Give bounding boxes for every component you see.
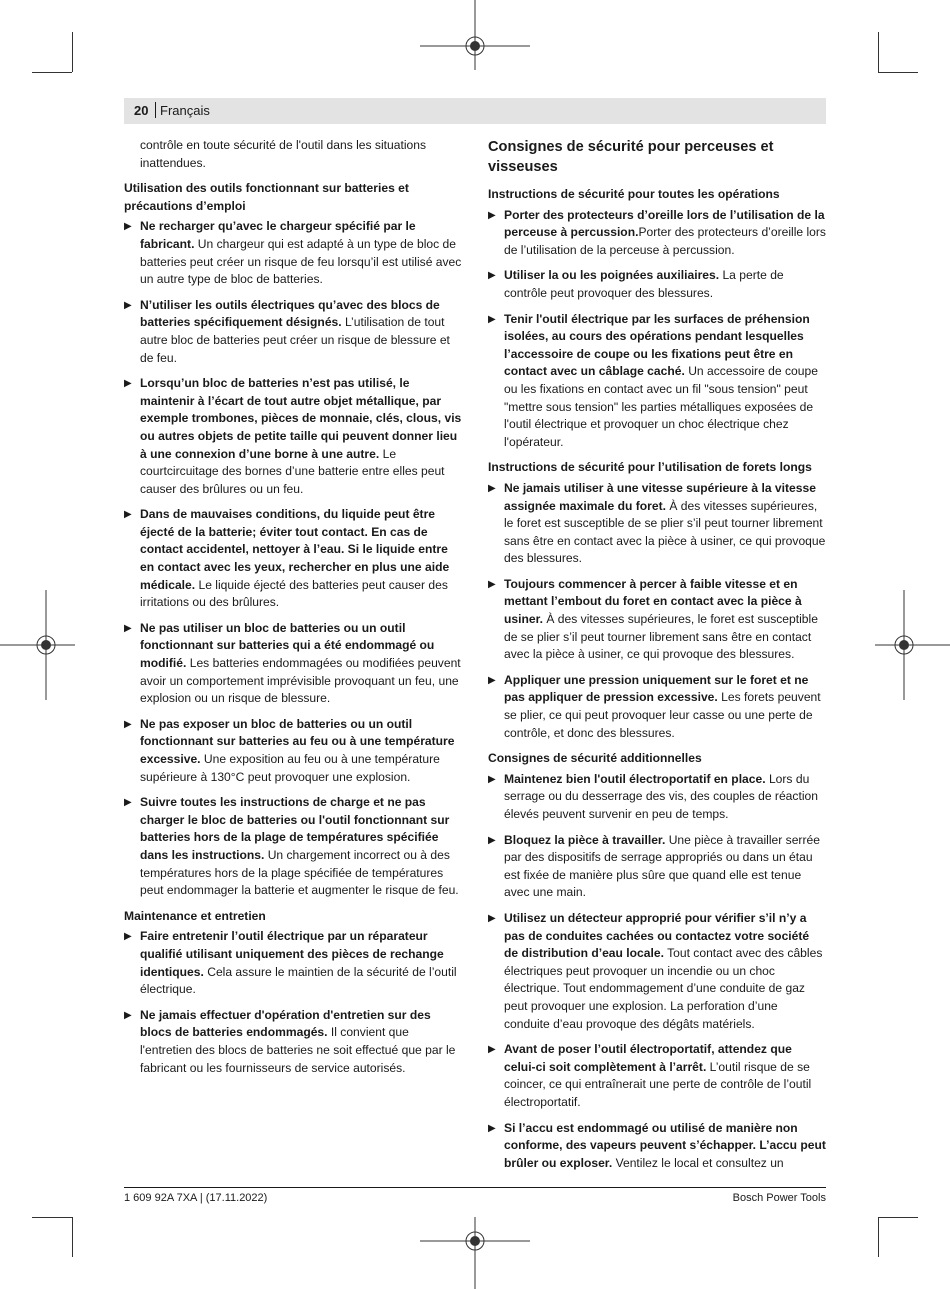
item-bold-text: Bloquez la pièce à travailler. bbox=[504, 832, 666, 847]
page-number: 20 bbox=[134, 103, 149, 118]
safety-list bbox=[488, 207, 826, 452]
bullet-arrow-icon: ▶ bbox=[488, 773, 496, 785]
item-bold-text: Avant de poser l’outil électroportatif, attendez que celui-ci soit complètement à l’arrêt. bbox=[504, 1042, 792, 1074]
bullet-arrow-icon: ▶ bbox=[488, 270, 496, 282]
crop-mark bbox=[878, 1217, 918, 1218]
item-bold-text: Ne pas exposer un bloc de batteries ou un outil fonctionnant sur batteries au feu ou à une température excessive. bbox=[140, 716, 455, 766]
safety-item bbox=[488, 832, 826, 902]
item-text: Les forets peuvent se plier, ce qui peut provoquer leur casse ou une perte de contrôle, et donc des blessures. bbox=[504, 690, 821, 740]
crop-mark bbox=[72, 1217, 73, 1257]
item-text: Tout contact avec des câbles électriques peut provoquer un incendie ou un choc électrique. Tout endommagement d’une conduite de gaz peut provoquer une explosion. La perforation d’une conduite d’eau provoque des dégâts matériels. bbox=[504, 946, 823, 1031]
bullet-arrow-icon: ▶ bbox=[124, 378, 132, 390]
safety-item bbox=[124, 716, 462, 786]
safety-item bbox=[124, 375, 462, 498]
safety-item bbox=[488, 771, 826, 824]
safety-item bbox=[488, 1120, 826, 1173]
bullet-arrow-icon: ▶ bbox=[124, 718, 132, 730]
item-text: Ventilez le local et consultez un bbox=[612, 1155, 784, 1170]
item-text: Le liquide éjecté des batteries peut causer des irritations ou des brûlures. bbox=[140, 577, 448, 610]
bullet-arrow-icon: ▶ bbox=[124, 622, 132, 634]
bullet-arrow-icon: ▶ bbox=[124, 221, 132, 233]
bullet-arrow-icon: ▶ bbox=[488, 1122, 496, 1134]
crop-mark bbox=[878, 72, 918, 73]
crop-mark bbox=[878, 1217, 879, 1257]
crop-mark bbox=[32, 1217, 72, 1218]
bullet-arrow-icon: ▶ bbox=[488, 674, 496, 686]
item-text: Un accessoire de coupe ou les fixations en contact avec un fil "sous tension" peut "mettre sous tension" les parties métalliques exposées de l'outil électrique et provoquer un choc électrique chez l'opérateur. bbox=[504, 364, 818, 449]
item-text: À des vitesses supérieures, le foret est susceptible de se plier s’il peut tourner librement sans être en contact avec la pièce à usiner, ce qui provoque des blessures. bbox=[504, 498, 826, 566]
registration-mark-bottom-icon bbox=[420, 1212, 530, 1289]
bullet-arrow-icon: ▶ bbox=[488, 209, 496, 221]
safety-list bbox=[124, 928, 462, 1077]
item-bold-text: Si l’accu est endommagé ou utilisé de manière non conforme, des vapeurs peuvent s’échapper. L’accu peut brûler ou exploser. bbox=[504, 1120, 826, 1170]
bullet-arrow-icon: ▶ bbox=[488, 482, 496, 494]
crop-mark bbox=[32, 72, 72, 73]
safety-item bbox=[488, 311, 826, 452]
item-text: Un chargement incorrect ou à des températures hors de la plage spécifiée de températures peut endommager la batterie et augmenter le risque de feu. bbox=[140, 847, 459, 898]
bullet-arrow-icon: ▶ bbox=[124, 509, 132, 521]
item-bold-text: Ne recharger qu’avec le chargeur spécifié par le fabricant. bbox=[140, 219, 416, 251]
bullet-arrow-icon: ▶ bbox=[488, 834, 496, 846]
registration-mark-right-icon bbox=[870, 590, 950, 700]
item-bold-text: N’utiliser les outils électriques qu’avec des blocs de batteries spécifiquement désignés. bbox=[140, 297, 440, 330]
item-bold-text: Utiliser la ou les poignées auxiliaires. bbox=[504, 268, 720, 283]
crop-mark bbox=[878, 32, 879, 72]
safety-item bbox=[124, 928, 462, 998]
item-text: Cela assure le maintien de la sécurité de l’outil électrique. bbox=[140, 964, 457, 997]
page-header bbox=[124, 98, 826, 124]
item-text: La perte de contrôle peut provoquer des blessures. bbox=[504, 268, 784, 300]
safety-item bbox=[124, 297, 462, 367]
item-text: Une exposition au feu ou à une température supérieure à 130°C peut provoquer une explosion. bbox=[140, 752, 440, 784]
item-bold-text: Ne jamais utiliser à une vitesse supérieure à la vitesse assignée maximale du foret. bbox=[504, 480, 816, 513]
safety-item bbox=[488, 267, 826, 302]
item-bold-text: Utilisez un détecteur approprié pour vérifier s’il n’y a pas de conduites cachées ou contactez votre société de distribution d’eau locale. bbox=[504, 910, 810, 961]
item-bold-text: Suivre toutes les instructions de charge et ne pas charger le bloc de batteries ou l'outil fonctionnant sur batteries hors de la plage de températures spécifiée dans les instructions. bbox=[140, 795, 450, 862]
crop-mark bbox=[72, 32, 73, 72]
safety-item bbox=[124, 506, 462, 612]
safety-list bbox=[124, 218, 462, 899]
item-text: Il convient que l'entretien des blocs de batteries ne soit effectué que par le fabricant ou les fournisseurs de service autorisés. bbox=[140, 1025, 456, 1075]
item-text: Les batteries endommagées ou modifiées peuvent avoir un comportement imprévisible provoquant un feu, une explosion ou un risque de blessure. bbox=[140, 656, 461, 706]
item-text: Une pièce à travailler serrée par des dispositifs de serrage appropriés ou dans un étau est fixée de manière plus sûre que quand elle est tenue avec une main. bbox=[504, 832, 820, 900]
item-bold-text: Ne jamais effectuer d'opération d'entretien sur des blocs de batteries endommagés. bbox=[140, 1007, 431, 1040]
safety-item bbox=[488, 207, 826, 260]
safety-list bbox=[488, 771, 826, 1172]
item-bold-text: Lorsqu’un bloc de batteries n’est pas utilisé, le maintenir à l’écart de tout autre objet métallique, par exemple trombones, pièces de monnaie, clés, clous, vis ou autres objets de petite taille qui peuvent donner lieu à une connexion d’une borne à une autre. bbox=[140, 376, 462, 461]
section-title: Consignes de sécurité additionnelles bbox=[488, 751, 702, 766]
item-bold-text: Faire entretenir l’outil électrique par un réparateur qualifié utilisant uniquement des pièces de rechange identiques. bbox=[140, 929, 444, 979]
item-text: À des vitesses supérieures, le foret est susceptible de se plier s’il peut tourner librement sans être en contact avec la pièce à usiner, ce qui provoque des blessures. bbox=[504, 612, 818, 662]
header-divider bbox=[155, 102, 156, 118]
item-bold-text: Porter des protecteurs d’oreille lors de l’utilisation de la perceuse à percussion. bbox=[504, 207, 825, 240]
intro-text: contrôle en toute sécurité de l'outil dans les situations inattendues. bbox=[140, 138, 427, 170]
bullet-arrow-icon: ▶ bbox=[488, 912, 496, 924]
left-column bbox=[124, 137, 462, 1085]
safety-list bbox=[488, 480, 826, 742]
safety-item bbox=[124, 1007, 462, 1077]
safety-item bbox=[124, 620, 462, 708]
item-text: Porter des protecteurs d’oreille lors de l’utilisation de la perceuse à percussion. bbox=[504, 225, 826, 257]
section-title: Instructions de sécurité pour toutes les opérations bbox=[488, 187, 780, 201]
item-text: Un chargeur qui est adapté à un type de bloc de batteries peut créer un risque de feu lorsqu’il est utilisé avec un autre type de bloc de batteries. bbox=[140, 236, 462, 287]
footer-rule bbox=[124, 1187, 826, 1188]
item-bold-text: Tenir l'outil électrique par les surfaces de préhension isolées, au cours des opérations pendant lesquelles l’accessoire de coupe ou les fixations peut être en contact avec un câblage caché. bbox=[504, 311, 810, 379]
safety-item bbox=[488, 576, 826, 664]
bullet-arrow-icon: ▶ bbox=[488, 578, 496, 590]
document-reference: 1 609 92A 7XA | (17.11.2022) bbox=[124, 1192, 268, 1204]
header-language: Français bbox=[160, 103, 210, 118]
safety-item bbox=[124, 794, 462, 900]
section-heading: Consignes de sécurité pour perceuses et visseuses bbox=[488, 139, 774, 175]
item-bold-text: Toujours commencer à percer à faible vitesse et en mettant l’embout du foret en contact avec la pièce à usiner. bbox=[504, 576, 802, 627]
item-text: Lors du serrage ou du desserrage des vis, des couples de réaction élevés peuvent survenir en peu de temps. bbox=[504, 771, 818, 821]
safety-item bbox=[488, 910, 826, 1033]
item-bold-text: Maintenez bien l'outil électroportatif en place. bbox=[504, 771, 766, 786]
item-bold-text: Ne pas utiliser un bloc de batteries ou un outil fonctionnant sur batteries qui a été endommagé ou modifié. bbox=[140, 620, 435, 671]
item-bold-text: Dans de mauvaises conditions, du liquide peut être éjecté de la batterie; éviter tout contact. En cas de contact accidentel, nettoyer à l’eau. Si le liquide entre en contact avec les yeux, rechercher en plus une aide médicale. bbox=[140, 507, 450, 592]
registration-mark-left-icon bbox=[0, 590, 80, 700]
safety-item bbox=[488, 672, 826, 742]
section-title: Utilisation des outils fonctionnant sur batteries et précautions d’emploi bbox=[124, 181, 409, 213]
right-column bbox=[488, 137, 826, 1180]
safety-item bbox=[488, 1041, 826, 1111]
bullet-arrow-icon: ▶ bbox=[124, 299, 132, 311]
section-title: Maintenance et entretien bbox=[124, 908, 266, 923]
bullet-arrow-icon: ▶ bbox=[124, 1009, 132, 1021]
brand-name: Bosch Power Tools bbox=[732, 1192, 826, 1204]
safety-item bbox=[124, 218, 462, 288]
bullet-arrow-icon: ▶ bbox=[124, 931, 132, 943]
item-text: L’outil risque de se coincer, ce qui entraînerait une perte de contrôle de l’outil électroportatif. bbox=[504, 1059, 812, 1109]
bullet-arrow-icon: ▶ bbox=[488, 1044, 496, 1056]
registration-mark-top-icon bbox=[420, 0, 530, 80]
safety-item bbox=[488, 480, 826, 568]
bullet-arrow-icon: ▶ bbox=[488, 313, 496, 325]
bullet-arrow-icon: ▶ bbox=[124, 797, 132, 809]
section-title: Instructions de sécurité pour l’utilisation de forets longs bbox=[488, 460, 812, 475]
item-text: Le courtcircuitage des bornes d’une batterie entre elles peut causer des brûlures ou un feu. bbox=[140, 446, 445, 496]
item-bold-text: Appliquer une pression uniquement sur le foret et ne pas appliquer de pression excessive. bbox=[504, 672, 809, 705]
item-text: L’utilisation de tout autre bloc de batteries peut créer un risque de blessure et de feu. bbox=[140, 315, 450, 365]
